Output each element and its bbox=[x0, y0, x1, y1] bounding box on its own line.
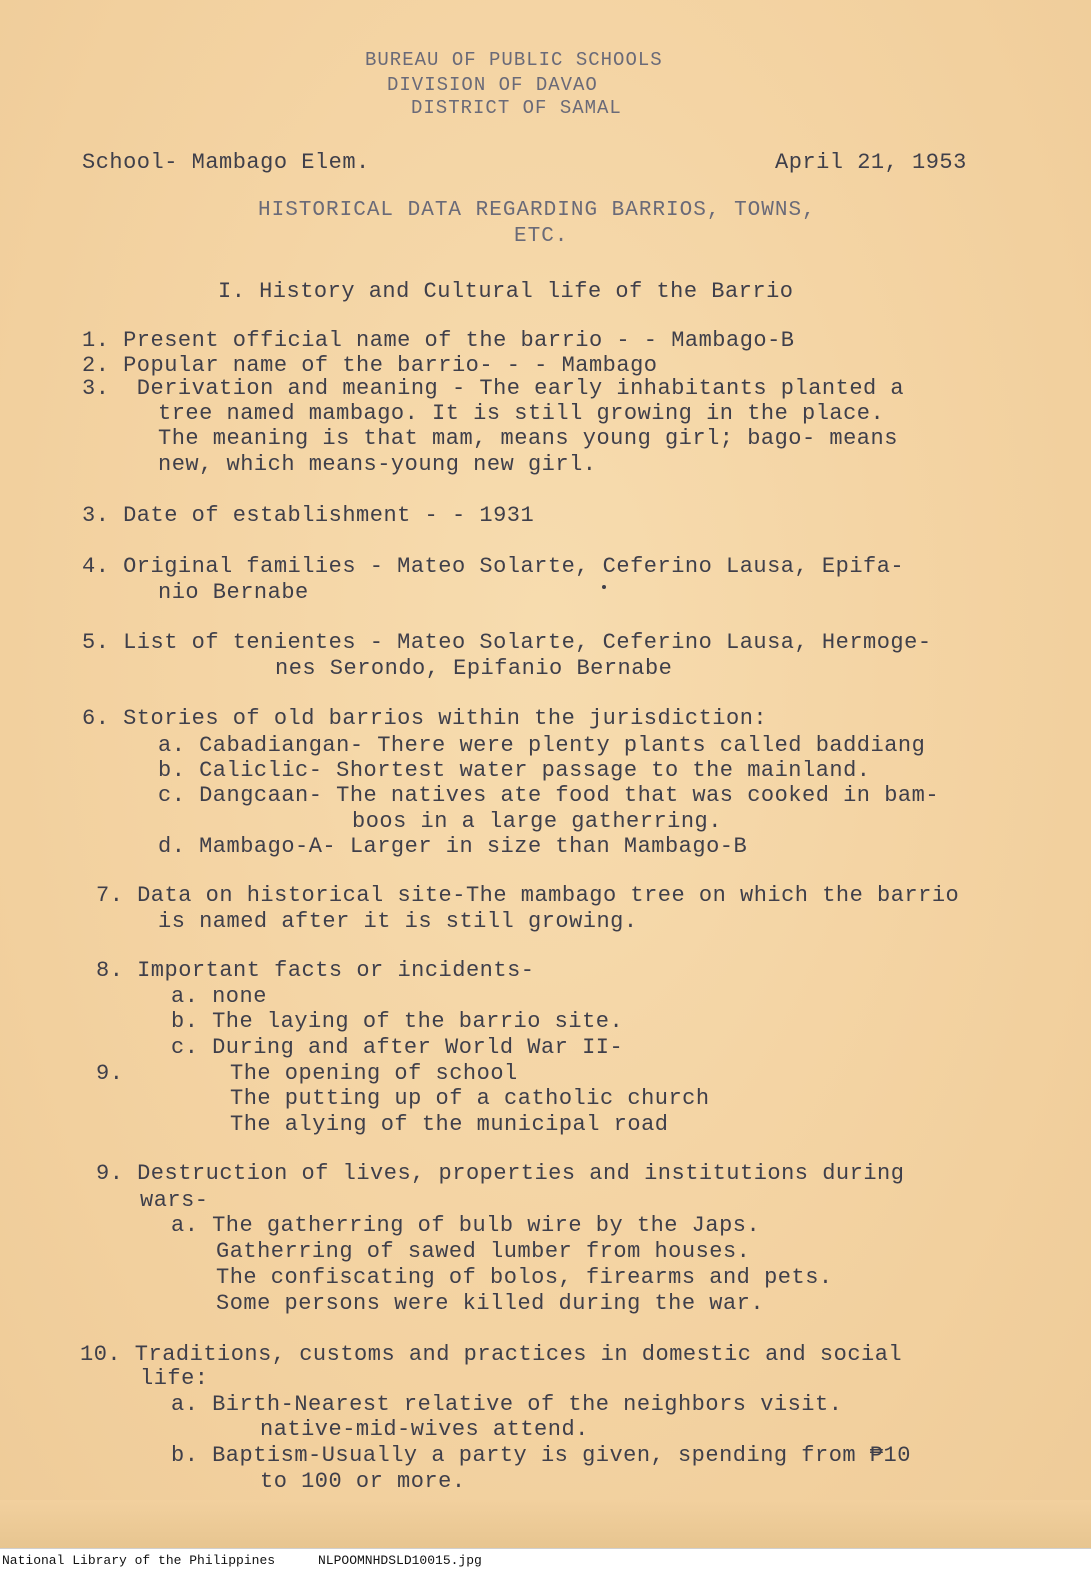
item-6-c: c. Dangcaan- The natives ate food that was cooked in bam- bbox=[158, 783, 940, 808]
item-9-a-2: Gatherring of sawed lumber from houses. bbox=[216, 1239, 751, 1264]
item-9-a-3: The confiscating of bolos, firearms and pets. bbox=[216, 1265, 833, 1290]
item-8-c-3: The alying of the municipal road bbox=[230, 1112, 669, 1137]
item-4-line-1: 4. Original families - Mateo Solarte, Ceferino Lausa, Epifa- bbox=[82, 554, 905, 579]
item-6: 6. Stories of old barrios within the jurisdiction: bbox=[82, 706, 768, 731]
item-7-line-2: is named after it is still growing. bbox=[158, 909, 638, 934]
item-8-c-1: The opening of school bbox=[230, 1061, 518, 1086]
item-3-line-3: The meaning is that mam, means young girl; bago- means bbox=[158, 426, 898, 451]
item-10-line-1: 10. Traditions, customs and practices in domestic and social bbox=[80, 1342, 903, 1367]
footer-source: National Library of the Philippines bbox=[2, 1553, 276, 1568]
item-10-a-2: native-mid-wives attend. bbox=[260, 1417, 589, 1442]
item-8-c-2: The putting up of a catholic church bbox=[230, 1086, 710, 1111]
ink-dot bbox=[602, 585, 606, 589]
item-8: 8. Important facts or incidents- bbox=[96, 958, 535, 983]
item-8-a: a. none bbox=[171, 984, 267, 1009]
header-line-2: DIVISION OF DAVAO bbox=[387, 74, 598, 96]
scan-footer bbox=[0, 1548, 1091, 1575]
item-9-line-1: 9. Destruction of lives, properties and institutions during bbox=[96, 1161, 905, 1186]
item-3-line-2: tree named mambago. It is still growing in the place. bbox=[158, 401, 885, 426]
item-5-line-2: nes Serondo, Epifanio Bernabe bbox=[275, 656, 673, 681]
item-8-b: b. The laying of the barrio site. bbox=[171, 1009, 624, 1034]
item-2: 2. Popular name of the barrio- - - Mambago bbox=[82, 353, 658, 378]
item-6-a: a. Cabadiangan- There were plenty plants called baddiang bbox=[158, 733, 926, 758]
item-10-a: a. Birth-Nearest relative of the neighbors visit. bbox=[171, 1392, 843, 1417]
school-line: School- Mambago Elem. bbox=[82, 150, 370, 175]
item-date-establishment: 3. Date of establishment - - 1931 bbox=[82, 503, 535, 528]
item-5-line-1: 5. List of tenientes - Mateo Solarte, Ceferino Lausa, Hermoge- bbox=[82, 630, 932, 655]
title-line-2: ETC. bbox=[514, 225, 569, 248]
item-7-line-1: 7. Data on historical site-The mambago tree on which the barrio bbox=[96, 883, 960, 908]
item-8-c: c. During and after World War II- bbox=[171, 1035, 624, 1060]
date-line: April 21, 1953 bbox=[775, 150, 967, 175]
item-10-b-2: to 100 or more. bbox=[260, 1469, 466, 1494]
item-1: 1. Present official name of the barrio - - Mambago-B bbox=[82, 328, 795, 353]
item-6-c-cont: boos in a large gatherring. bbox=[352, 809, 722, 834]
item-3-line-4: new, which means-young new girl. bbox=[158, 452, 597, 477]
item-4-line-2: nio Bernabe bbox=[158, 580, 309, 605]
header-line-1: BUREAU OF PUBLIC SCHOOLS bbox=[365, 49, 663, 71]
section-title: I. History and Cultural life of the Barrio bbox=[218, 279, 794, 304]
item-6-b: b. Caliclic- Shortest water passage to the mainland. bbox=[158, 758, 871, 783]
title-line-1: HISTORICAL DATA REGARDING BARRIOS, TOWNS, bbox=[258, 199, 816, 222]
item-10-b: b. Baptism-Usually a party is given, spending from ₱10 bbox=[171, 1443, 911, 1468]
item-9-a: a. The gatherring of bulb wire by the Japs. bbox=[171, 1213, 761, 1238]
header-line-3: DISTRICT OF SAMAL bbox=[411, 97, 622, 119]
item-10-line-2: life: bbox=[140, 1366, 209, 1391]
item-9-a-4: Some persons were killed during the war. bbox=[216, 1291, 765, 1316]
item-3-line-1: 3. Derivation and meaning - The early inhabitants planted a bbox=[82, 376, 905, 401]
footer-filename: NLPOOMNHDSLD10015.jpg bbox=[318, 1553, 482, 1568]
item-8-stray-number: 9. bbox=[96, 1061, 124, 1086]
item-6-d: d. Mambago-A- Larger in size than Mambago-B bbox=[158, 834, 748, 859]
paper-bottom-edge bbox=[0, 1500, 1091, 1548]
item-9-line-2: wars- bbox=[140, 1188, 209, 1213]
